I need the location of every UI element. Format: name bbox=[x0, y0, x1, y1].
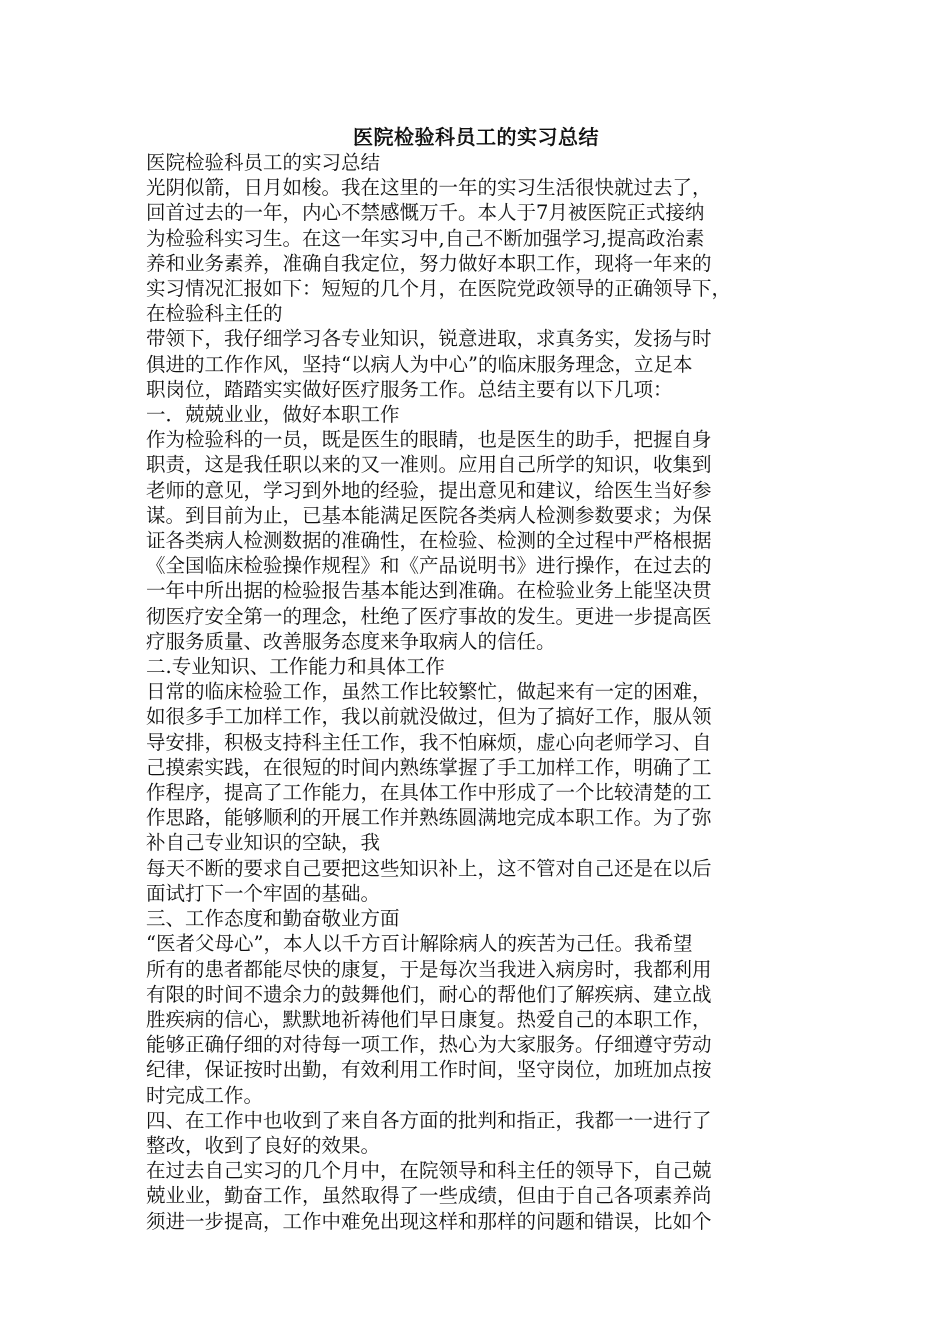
text-line: 职责，这是我任职以来的又一准则。应用自己所学的知识，收集到 bbox=[146, 453, 712, 477]
document-body bbox=[146, 150, 806, 1234]
text-line: 俱进的工作作风，坚持“以病人为中心”的临床服务理念，立足本 bbox=[146, 352, 693, 376]
text-line: “医者父母心”，本人以千方百计解除病人的疾苦为己任。我希望 bbox=[146, 932, 693, 956]
document-page bbox=[146, 124, 806, 1234]
text-line: 回首过去的一年，内心不禁感慨万千。本人于7月被医院正式接纳 bbox=[146, 201, 705, 225]
text-line: 面试打下一个牢固的基础。 bbox=[146, 881, 381, 905]
text-line: 胜疾病的信心，默默地祈祷他们早日康复。热爱自己的本职工作， bbox=[146, 1007, 712, 1031]
text-line: 如很多手工加样工作，我以前就没做过，但为了搞好工作，服从领 bbox=[146, 705, 712, 729]
document-title: 医院检验科员工的实习总结 bbox=[353, 125, 599, 149]
text-line: 四、在工作中也收到了来自各方面的批判和指正，我都一一进行了 bbox=[146, 1108, 712, 1132]
text-line: 老师的意见，学习到外地的经验，提出意见和建议，给医生当好参 bbox=[146, 478, 712, 502]
text-line: 作程序，提高了工作能力，在具体工作中形成了一个比较清楚的工 bbox=[146, 781, 712, 805]
text-line: 日常的临床检验工作，虽然工作比较繁忙，做起来有一定的困难， bbox=[146, 680, 712, 704]
text-line: 三、工作态度和勤奋敬业方面 bbox=[146, 907, 400, 931]
text-line: 实习情况汇报如下：短短的几个月，在医院党政领导的正确领导下， bbox=[146, 277, 732, 301]
text-line: 兢业业，勤奋工作，虽然取得了一些成绩，但由于自己各项素养尚 bbox=[146, 1184, 712, 1208]
text-line: 医院检验科员工的实习总结 bbox=[146, 151, 381, 174]
text-line: 养和业务素养，准确自我定位，努力做好本职工作，现将一年来的 bbox=[146, 251, 712, 275]
text-line: 彻医疗安全第一的理念，杜绝了医疗事故的发生。更进一步提高医 bbox=[146, 604, 712, 628]
text-line: 纪律，保证按时出勤，有效利用工作时间，坚守岗位，加班加点按 bbox=[146, 1058, 712, 1082]
text-line: 整改，收到了良好的效果。 bbox=[146, 1133, 381, 1157]
text-line: 《全国临床检验操作规程》和《产品说明书》进行操作，在过去的 bbox=[146, 554, 712, 578]
text-line: 作为检验科的一员，既是医生的眼睛，也是医生的助手，把握自身 bbox=[146, 428, 712, 452]
text-line: 导安排，积极支持科主任工作，我不怕麻烦，虚心向老师学习、自 bbox=[146, 730, 712, 754]
text-line: 须进一步提高，工作中难免出现这样和那样的问题和错误，比如个 bbox=[146, 1209, 712, 1233]
text-line: 能够正确仔细的对待每一项工作，热心为大家服务。仔细遵守劳动 bbox=[146, 1033, 712, 1057]
text-line: 有限的时间不遗余力的鼓舞他们，耐心的帮他们了解疾病、建立战 bbox=[146, 982, 712, 1006]
text-line: 谋。到目前为止，已基本能满足医院各类病人检测参数要求；为保 bbox=[146, 503, 712, 527]
text-line: 时完成工作。 bbox=[146, 1083, 264, 1107]
text-line: 作思路，能够顺利的开展工作并熟练圆满地完成本职工作。为了弥 bbox=[146, 806, 712, 830]
text-line: 补自己专业知识的空缺，我 bbox=[146, 831, 381, 855]
text-line: 为检验科实习生。在这一年实习中,自己不断加强学习,提高政治素 bbox=[146, 226, 705, 250]
text-line: 疗服务质量、改善服务态度来争取病人的信任。 bbox=[146, 629, 556, 653]
text-line: 带领下，我仔细学习各专业知识，锐意进取，求真务实，发扬与时 bbox=[146, 327, 712, 351]
text-line: 一年中所出据的检验报告基本能达到准确。在检验业务上能坚决贯 bbox=[146, 579, 712, 603]
text-line: 每天不断的要求自己要把这些知识补上，这不管对自己还是在以后 bbox=[146, 856, 712, 880]
text-line: 光阴似箭，日月如梭。我在这里的一年的实习生活很快就过去了， bbox=[146, 176, 712, 200]
text-line: 一．兢兢业业，做好本职工作 bbox=[146, 403, 400, 427]
text-line: 在检验科主任的 bbox=[146, 302, 283, 326]
text-line: 二.专业知识、工作能力和具体工作 bbox=[146, 655, 445, 679]
text-line: 己摸索实践，在很短的时间内熟练掌握了手工加样工作，明确了工 bbox=[146, 755, 712, 779]
text-line: 所有的患者都能尽快的康复，于是每次当我进入病房时，我都利用 bbox=[146, 957, 712, 981]
text-line: 职岗位，踏踏实实做好医疗服务工作。总结主要有以下几项： bbox=[146, 377, 673, 401]
text-line: 证各类病人检测数据的准确性，在检验、检测的全过程中严格根据 bbox=[146, 529, 712, 553]
text-line: 在过去自己实习的几个月中，在院领导和科主任的领导下，自己兢 bbox=[146, 1159, 712, 1183]
